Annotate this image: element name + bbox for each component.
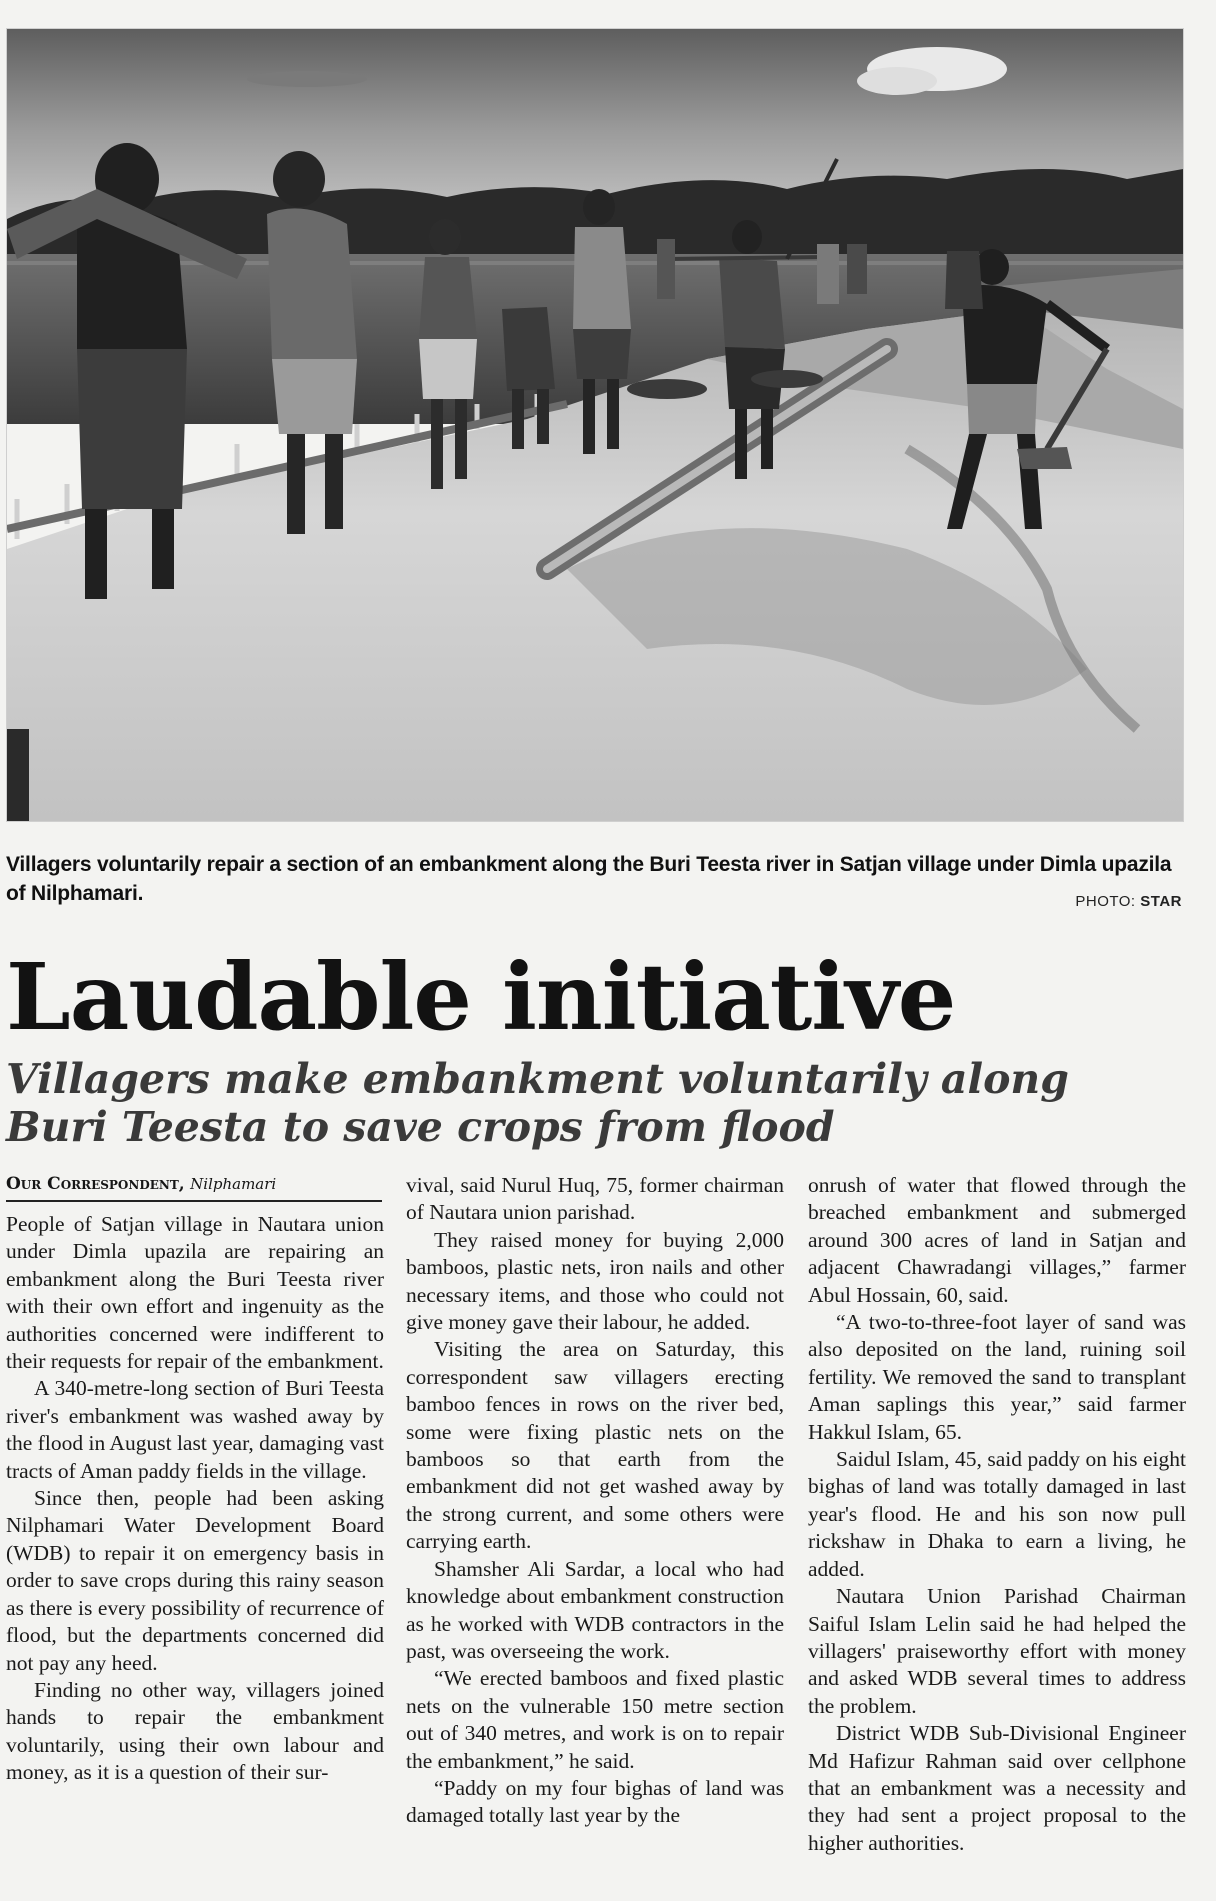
- photo-credit-source: STAR: [1140, 893, 1182, 910]
- paragraph: Finding no other way, villagers joined hands to repair the embankment voluntarily, using their own labour and money, as it is a question of their sur-: [6, 1677, 384, 1785]
- headline: Laudable initiative: [6, 943, 956, 1051]
- deck-subheadline: Villagers make embankment voluntarily along Buri Teesta to save crops from flood: [6, 1055, 1069, 1151]
- photo-illustration: [7, 29, 1183, 821]
- article-column-3: [808, 1172, 1186, 1857]
- paragraph: District WDB Sub-Divisional Engineer Md Hafizur Rahman said over cellphone that an embankment was a necessity and they had sent a project proposal to the higher authorities.: [808, 1721, 1186, 1855]
- article-column-1: [6, 1211, 384, 1787]
- paragraph: Nautara Union Parishad Chairman Saiful Islam Lelin said he had helped the villagers' praiseworthy effort with money and asked WDB several times to address the problem.: [808, 1584, 1186, 1718]
- paragraph: Visiting the area on Saturday, this correspondent saw villagers erecting bamboo fences in rows on the river bed, some were fixing plastic nets on the bamboos so that earth from the embankment did not get washed away by the strong current, and some others were carrying earth.: [406, 1337, 784, 1554]
- article-column-2: [406, 1172, 784, 1830]
- paragraph: Shamsher Ali Sardar, a local who had knowledge about embankment construction as he worked with WDB contractors in the past, was overseeing the work.: [406, 1556, 784, 1663]
- news-photo: [6, 28, 1184, 822]
- paragraph: A 340-metre-long section of Buri Teesta river's embankment was washed away by the flood in August last year, damaging vast tracts of Aman paddy fields in the village.: [6, 1376, 384, 1483]
- paragraph: They raised money for buying 2,000 bamboos, plastic nets, iron nails and other necessary items, and those who could not give money gave their labour, he added.: [406, 1227, 784, 1335]
- paragraph: onrush of water that flowed through the breached embankment and submerged around 300 acres of land in Satjan and adjacent Chawradangi villages,” farmer Abul Hossain, 60, said.: [808, 1173, 1186, 1307]
- byline: [6, 1172, 382, 1202]
- byline-name: Our Correspondent,: [6, 1174, 185, 1194]
- byline-place: Nilphamari: [190, 1175, 277, 1193]
- paragraph: “A two-to-three-foot layer of sand was also deposited on the land, ruining soil fertility. We removed the sand to transplant Aman saplings this year,” said farmer Hakkul Islam, 65.: [808, 1310, 1186, 1444]
- photo-credit-label: PHOTO:: [1075, 893, 1136, 910]
- photo-credit: [1075, 893, 1182, 910]
- paragraph: “We erected bamboos and fixed plastic nets on the vulnerable 150 metre section out of 340 metres, and work is on to repair the embankment,” he said.: [406, 1666, 784, 1773]
- paragraph: “Paddy on my four bighas of land was damaged totally last year by the: [406, 1775, 784, 1828]
- paragraph: Since then, people had been asking Nilphamari Water Development Board (WDB) to repair it on emergency basis in order to save crops during this rainy season as there is every possibility of recurrence of flood, but the departments concerned did not pay any heed.: [6, 1486, 384, 1675]
- paragraph: vival, said Nurul Huq, 75, former chairman of Nautara union parishad.: [406, 1173, 784, 1225]
- paragraph: Saidul Islam, 45, said paddy on his eight bighas of land was totally damaged in last year's flood. He and his son now pull rickshaw in Dhaka to earn a living, he added.: [808, 1447, 1186, 1581]
- paragraph: People of Satjan village in Nautara union under Dimla upazila are repairing an embankment along the Buri Teesta river with their own effort and ingenuity as the authorities concerned were indifferent to their requests for repair of the embankment.: [6, 1212, 384, 1374]
- photo-caption: Villagers voluntarily repair a section of an embankment along the Buri Teesta river in Satjan village under Dimla upazila of Nilphamari.: [6, 853, 1172, 905]
